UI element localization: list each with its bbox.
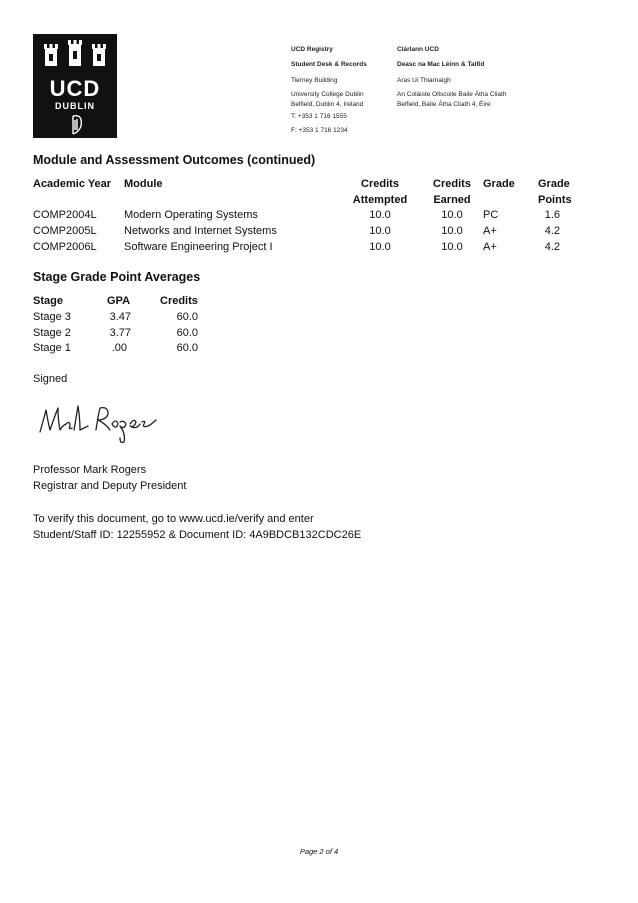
- registry-title-irish: Clárlann UCD: [397, 46, 439, 53]
- logo-ucd-text: UCD: [49, 76, 101, 101]
- col-credits-attempted-2: Attempted: [352, 194, 408, 206]
- page-number: Page 2 of 4: [299, 847, 339, 856]
- col-credits: Credits: [160, 295, 198, 307]
- credits-attempted: 10.0: [369, 241, 391, 253]
- col-academic-year: Academic Year: [33, 178, 112, 190]
- address-line: Belfield, Dublin 4, Ireland: [291, 101, 364, 108]
- stage-name: Stage 1: [33, 342, 71, 354]
- col-credits-earned-2: Earned: [433, 194, 471, 206]
- grade: A+: [483, 225, 497, 237]
- col-grade: Grade: [483, 178, 515, 190]
- credits-earned: 10.0: [441, 241, 463, 253]
- stage-gpa-heading: Stage Grade Point Averages: [33, 270, 201, 284]
- col-grade-points: Grade: [538, 178, 570, 190]
- grade-points: 4.2: [544, 241, 560, 253]
- stage-gpa: 3.77: [109, 327, 131, 339]
- signature-image: [36, 400, 166, 445]
- signed-label: Signed: [33, 373, 68, 385]
- grade: PC: [483, 209, 499, 221]
- address-line-irish: An Coláiste Ollscoile Baile Átha Cliath: [397, 91, 507, 98]
- grade-points: 1.6: [544, 209, 560, 221]
- module-title: Networks and Internet Systems: [124, 225, 277, 237]
- fax-line: F: +353 1 716 1234: [291, 127, 348, 134]
- address-line: University College Dublin: [291, 91, 364, 98]
- verify-ids: Student/Staff ID: 12255952 & Document ID: 4A9BDCB132CDC26E: [33, 529, 362, 541]
- registry-subtitle-irish: Deasc na Mac Léinn & Taifid: [397, 61, 485, 68]
- stage-credits: 60.0: [176, 342, 198, 354]
- stage-gpa: .00: [111, 342, 127, 354]
- registry-subtitle: Student Desk & Records: [291, 61, 367, 68]
- col-module: Module: [124, 178, 163, 190]
- col-credits-earned: Credits: [433, 178, 471, 190]
- stage-credits: 60.0: [176, 311, 198, 323]
- address-line-irish: Belfield, Baile Átha Cliath 4, Éire: [397, 101, 491, 108]
- address-line-irish: Aras Ui Thiarnaigh: [397, 77, 451, 84]
- stage-credits: 60.0: [176, 327, 198, 339]
- phone-line: T: +353 1 716 1555: [291, 113, 347, 120]
- harp-icon: [33, 34, 117, 138]
- col-gpa: GPA: [107, 295, 131, 307]
- col-grade-points-2: Points: [538, 194, 572, 206]
- address-line: Tierney Building: [291, 77, 338, 84]
- col-credits-attempted: Credits: [361, 178, 399, 190]
- col-stage: Stage: [33, 295, 63, 307]
- stage-name: Stage 2: [33, 327, 71, 339]
- stage-gpa: 3.47: [109, 311, 131, 323]
- credits-attempted: 10.0: [369, 209, 391, 221]
- ucd-logo: [33, 34, 117, 138]
- modules-heading: Module and Assessment Outcomes (continued): [33, 153, 316, 167]
- signatory-title: Registrar and Deputy President: [33, 480, 187, 492]
- module-title: Modern Operating Systems: [124, 209, 258, 221]
- module-code: COMP2005L: [33, 225, 97, 237]
- stage-name: Stage 3: [33, 311, 71, 323]
- grade: A+: [483, 241, 497, 253]
- module-code: COMP2006L: [33, 241, 97, 253]
- credits-attempted: 10.0: [369, 225, 391, 237]
- signatory-name: Professor Mark Rogers: [33, 464, 147, 476]
- grade-points: 4.2: [544, 225, 560, 237]
- module-code: COMP2004L: [33, 209, 97, 221]
- credits-earned: 10.0: [441, 225, 463, 237]
- module-title: Software Engineering Project I: [124, 241, 273, 253]
- verify-instructions: To verify this document, go to www.ucd.ie/verify and enter: [33, 513, 314, 525]
- registry-title: UCD Registry: [291, 46, 333, 53]
- logo-dublin-text: DUBLIN: [55, 101, 95, 111]
- credits-earned: 10.0: [441, 209, 463, 221]
